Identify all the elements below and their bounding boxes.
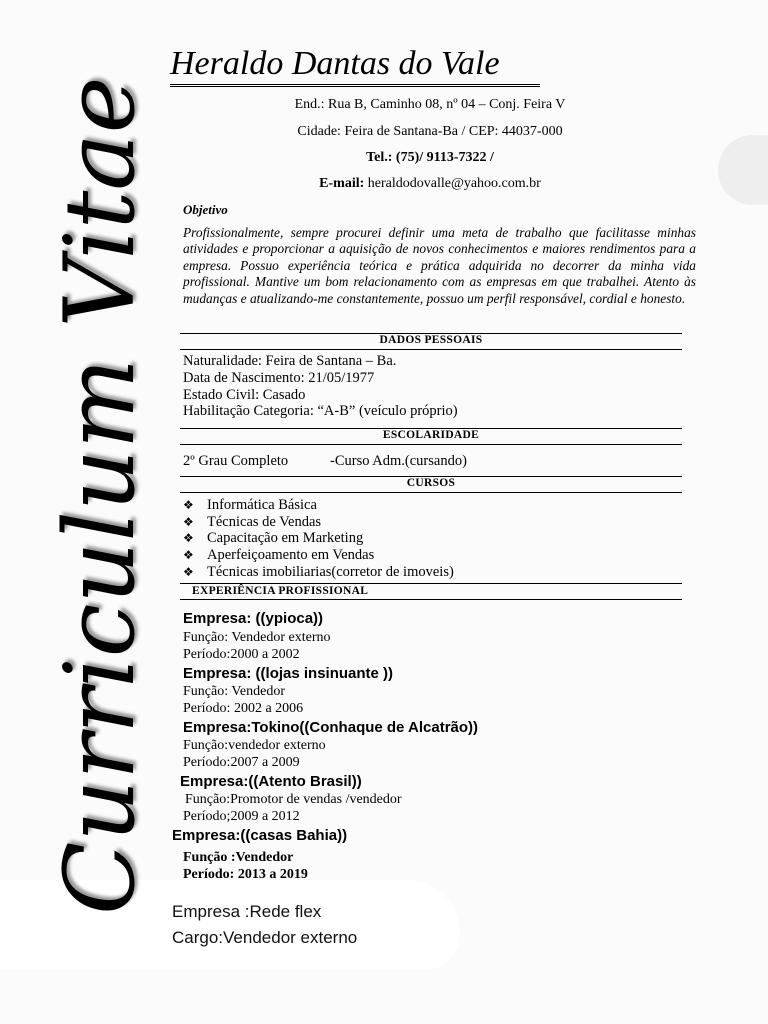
contact-phone: Tel.: (75)/ 9113-7322 / (366, 150, 494, 165)
personal-birthplace: Naturalidade: Feira de Santana – Ba. (183, 353, 397, 369)
job-period: Período:2007 a 2009 (183, 755, 300, 770)
objective-text: Profissionalmente, sempre procurei definir uma meta de trabalho que facilitasse minhas atividades e proporcionar a aquisição de novos conhecimentos e maiores rendimentos para a empresa. Possuo experiência teórica e prática adquirida no decorrer da minha vida profissional. Mantive um bom relacionamento com as empresas em que trabalhei. Atento às mudanças e atualizando-me constantemente, possuo um perfil responsável, cordial e honesto. (183, 225, 696, 306)
job-period: Período:2000 a 2002 (183, 647, 300, 662)
section-title-courses: CURSOS (406, 477, 456, 489)
section-title-personal: DADOS PESSOAIS (379, 334, 483, 346)
job-role: Função:Promotor de vendas /vendedor (185, 792, 402, 807)
job-company: Empresa: ((lojas insinuante )) (183, 665, 394, 682)
course-item: ❖ Informática Básica (183, 497, 317, 513)
job-role: Função: Vendedor (183, 684, 285, 699)
diamond-bullet-icon: ❖ (183, 515, 194, 529)
job-period: Período: 2013 a 2019 (183, 867, 308, 882)
job-company: Empresa:((Atento Brasil)) (180, 773, 362, 790)
diamond-bullet-icon: ❖ (183, 531, 194, 545)
contact-city: Cidade: Feira de Santana-Ba / CEP: 44037-000 (297, 124, 563, 139)
section-title-education: ESCOLARIDADE (382, 429, 480, 441)
email-label: E-mail: (319, 176, 365, 191)
added-job-role: Cargo:Vendedor externo (172, 928, 358, 947)
job-period: Período;2009 a 2012 (183, 809, 300, 824)
job-role: Função :Vendedor (183, 850, 294, 865)
job-period: Período: 2002 a 2006 (183, 701, 304, 716)
candidate-name: Heraldo Dantas do Vale (170, 44, 540, 87)
section-rule (180, 492, 682, 493)
page-blemish (718, 135, 768, 205)
section-title-experience: EXPERIÊNCIA PROFISSIONAL (192, 585, 369, 597)
diamond-bullet-icon: ❖ (183, 565, 194, 579)
job-role: Função:vendedor externo (183, 738, 326, 753)
course-item: ❖ Aperfeiçoamento em Vendas (183, 547, 375, 563)
job-company: Empresa:((casas Bahia)) (172, 827, 348, 844)
diamond-bullet-icon: ❖ (183, 548, 194, 562)
contact-address: End.: Rua B, Caminho 08, nº 04 – Conj. Feira V (294, 97, 566, 112)
course-item: ❖ Técnicas de Vendas (183, 514, 322, 530)
contact-email (180, 176, 680, 192)
added-job-company: Empresa :Rede flex (172, 902, 322, 921)
personal-birthdate: Data de Nascimento: 21/05/1977 (183, 370, 375, 386)
course-item: ❖ Capacitação em Marketing (183, 530, 364, 546)
job-company: Empresa:Tokino((Conhaque de Alcatrão)) (183, 719, 479, 736)
education-course: -Curso Adm.(cursando) (330, 453, 467, 469)
email-address: heraldodovalle@yahoo.com.br (367, 176, 541, 191)
job-role: Função: Vendedor externo (183, 630, 331, 645)
course-item: ❖ Técnicas imobiliarias(corretor de imoveis) (183, 564, 454, 580)
section-rule (180, 349, 682, 350)
diamond-bullet-icon: ❖ (183, 498, 194, 512)
education-level: 2º Grau Completo (183, 453, 289, 469)
job-company: Empresa: ((ypioca)) (183, 610, 324, 627)
personal-license: Habilitação Categoria: “A-B” (veículo próprio) (183, 403, 458, 419)
side-title: Curriculum Vitae (44, 76, 156, 915)
personal-marital-status: Estado Civil: Casado (183, 387, 306, 403)
section-rule (180, 444, 682, 445)
section-rule (180, 583, 682, 584)
section-rule (180, 599, 682, 600)
objective-title: Objetivo (183, 202, 228, 217)
